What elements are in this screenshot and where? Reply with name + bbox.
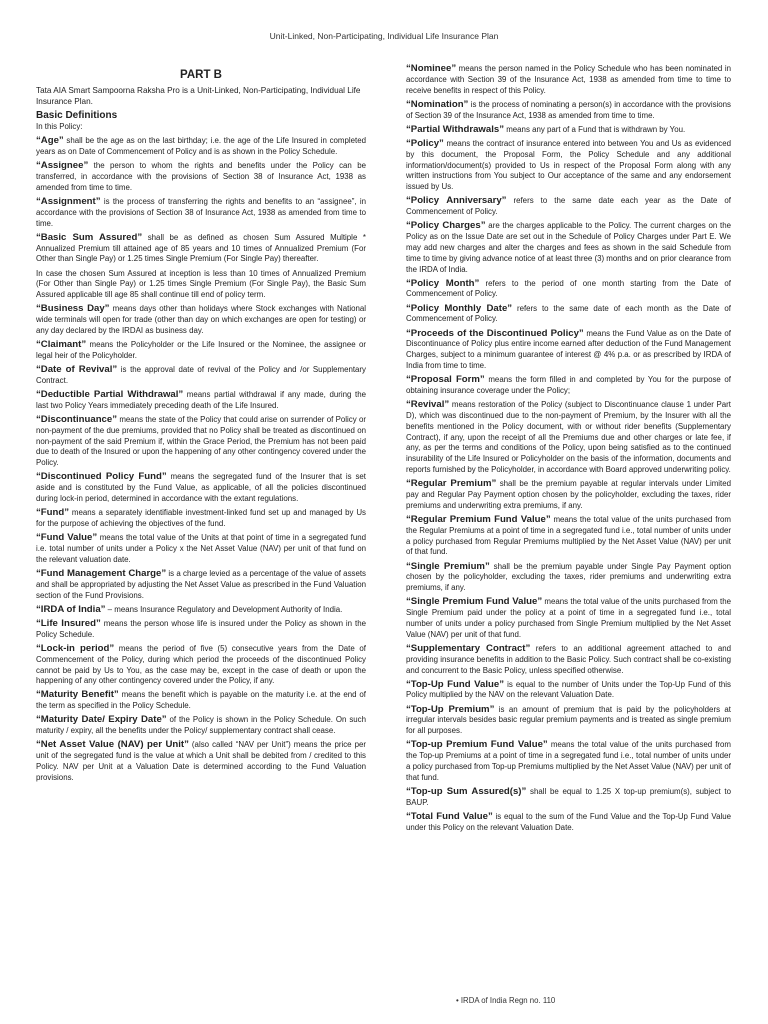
definition-item bbox=[406, 680, 731, 702]
definition-item bbox=[406, 479, 731, 511]
definition-term: “Nominee” bbox=[406, 63, 457, 74]
definition-term: “Total Fund Value” bbox=[406, 811, 493, 823]
definition-term: “Partial Withdrawals” bbox=[406, 123, 505, 135]
definition-item bbox=[406, 787, 731, 809]
definition-text: refers to the same date each year as the Date of Commencement of Policy. bbox=[406, 196, 732, 217]
definition-text: – means Insurance Regulatory and Development Authority of India. bbox=[105, 604, 343, 614]
definition-text: is equal to the sum of the Fund Value and the Top-Up Fund Value under this Policy on the relevant Valuation Date. bbox=[406, 812, 732, 832]
definition-term: “Maturity Date/ Expiry Date” bbox=[36, 714, 167, 726]
definition-term: “Policy Charges” bbox=[406, 220, 486, 232]
definition-text: means the total value of the units purchased from the Regular Premiums at a point of time in a segregated fund i.e., total number of units under a policy purchased from Regular Premiums multiplied by the Net Asset Value (NAV) per unit of that fund. bbox=[406, 514, 731, 557]
definition-term: “Discontinued Policy Fund” bbox=[36, 471, 167, 483]
definition-text: means the form filled in and completed by You for the purpose of obtaining insurance coverage under the Policy; bbox=[406, 375, 732, 396]
definition-term: “Supplementary Contract” bbox=[406, 642, 531, 654]
definition-item bbox=[406, 812, 731, 834]
intro-paragraph: Tata AIA Smart Sampoorna Raksha Pro is a Unit-Linked, Non-Participating, Individual Life Insurance Plan. bbox=[36, 86, 361, 106]
definition-item bbox=[406, 375, 731, 397]
definition-text: is the process of nominating a person(s) in accordance with the provisions of Section 39 of the Insurance Act, 1938 as amended from time to time. bbox=[406, 99, 731, 120]
definition-term: “Top-Up Premium” bbox=[406, 703, 495, 715]
definition-term: “Revival” bbox=[406, 399, 450, 411]
definition-term: “Nomination” bbox=[406, 98, 469, 110]
definition-term: “Proceeds of the Discontinued Policy” bbox=[406, 327, 584, 339]
part-title: PART B bbox=[180, 69, 222, 81]
definition-term: “Policy Month” bbox=[406, 277, 480, 289]
definition-text: refers to an additional agreement attached to and providing insurance benefits in addition to the Basic Policy. Such contract shall be co-existing and concurrent to the Basic Policy, unless specified otherwise. bbox=[406, 643, 731, 675]
definition-item bbox=[36, 390, 366, 412]
definition-term: “Basic Sum Assured” bbox=[36, 231, 143, 243]
definition-term: “Regular Premium Fund Value” bbox=[406, 513, 551, 525]
definition-text: is an amount of premium that is paid by the policyholders at irregular intervals besides basic regular premium payments and is treated as single premium for all purposes. bbox=[406, 704, 732, 736]
definition-term: “Policy Monthly Date” bbox=[406, 302, 513, 314]
definition-text: means a separately identifiable investment-linked fund set up and managed by Us for the purpose of achieving the objectives of the fund. bbox=[36, 508, 366, 528]
definition-text: shall be as defined as chosen Sum Assured Multiple * Annualized Premium till attained age of 85 years and 10 times of Annualized Premium (For Other than Single Pay) or 1.25 times Single Premium (For Single Pay) thereafter. bbox=[36, 232, 366, 264]
definition-term: “Fund Value” bbox=[36, 532, 98, 544]
definition-text: is a charge levied as a percentage of the value of assets and shall be appropriated by adjusting the Net Asset Value as prescribed in the Fund Valuation section of the Fund Provisions. bbox=[36, 568, 367, 600]
definition-item bbox=[406, 400, 731, 476]
definition-term: “Fund Management Charge” bbox=[36, 567, 167, 579]
definition-term: “Discontinuance” bbox=[36, 414, 118, 426]
definition-text: means restoration of the Policy (subject to Discontinuance clause 1 under Part D), which was discontinued due to the non-payment of Premium, by the Insurer with all the benefits mentioned in the Policy document, with or without rider benefits (Supplementary Contract), if any, upon the receipt of all the Premiums due and other charges or late fee, if any, as per the terms and conditions of the Policy, upon being satisfied as to the continued insurability of the Life Insured or Policyholder on the basis of the information, documents and reports furnished by the Policyholder, in accordance with Board approved underwriting policy. bbox=[406, 400, 731, 474]
page-header: Unit-Linked, Non-Participating, Individual Life Insurance Plan bbox=[269, 31, 499, 41]
definition-item bbox=[406, 740, 731, 783]
definition-item bbox=[406, 329, 731, 372]
definition-item bbox=[36, 690, 366, 712]
definition-item bbox=[406, 644, 731, 676]
definition-text: means any part of a Fund that is withdrawn by You. bbox=[504, 124, 686, 134]
definition-text: shall be equal to 1.25 X top-up premium(s), subject to BAUP. bbox=[406, 787, 731, 807]
definition-text: means the state of the Policy that could arise on surrender of Policy or non-payment of the due premiums, provided that no Policy shall be treated as discontinued on non-payment of the said Premium if, within the Grace Period, the Premium has not been paid due to death of the Insured or upon the happening of any other contingency covered under the Policy. bbox=[36, 415, 366, 468]
definition-text: (also called “NAV per Unit”) means the price per unit of the segregated fund is the value at which a Unit shall be debited from / credited to this Policy. NAV per Unit at a Valuation Date is determined according to the Fund Valuation provisions. bbox=[36, 740, 366, 782]
definition-text: is equal to the number of Units under the Top-Up Fund of this Policy multiplied by the NAV on the relevant Valuation Date. bbox=[406, 679, 731, 700]
definition-text: of the Policy is shown in the Policy Schedule. On such maturity / expiry, all the benefits under the Policy/ supplementary contract shall cease. bbox=[36, 715, 366, 736]
definition-term: “Single Premium Fund Value” bbox=[406, 596, 543, 608]
definition-item bbox=[406, 139, 731, 193]
definition-item bbox=[406, 221, 731, 275]
definition-item bbox=[36, 569, 366, 601]
definition-item bbox=[36, 715, 366, 737]
definition-term: “Proposal Form” bbox=[406, 374, 485, 386]
definition-item bbox=[406, 705, 731, 737]
definition-term: “Single Premium” bbox=[406, 560, 490, 572]
definition-term: “Regular Premium” bbox=[406, 478, 497, 490]
definition-text: means the period of five (5) consecutive years from the Date of Commencement of the Policy, during which period the proceeds of the discontinued Policy cannot be paid by Us to You, as the case may be, except in the case of death or upon the happening of any other contingency covered under the Policy, if any. bbox=[36, 643, 366, 686]
definition-item bbox=[36, 136, 366, 158]
definition-term: “Top-up Premium Fund Value” bbox=[406, 739, 548, 751]
definition-text: means the contract of insurance entered into between You and Us as evidenced by this document, the Proposal Form, the Policy Schedule and any additional information/document(s) provided to Us in respect of the Proposal Form along with any written instructions from You subject to Our acceptance of the same and any endorsement issued by Us. bbox=[406, 138, 731, 192]
definition-item bbox=[36, 197, 366, 229]
definition-item bbox=[406, 597, 731, 640]
definition-item bbox=[36, 619, 366, 641]
definition-item bbox=[36, 304, 366, 336]
definition-text: refers to the period of one month starting from the Date of Commencement of Policy. bbox=[406, 278, 731, 299]
definition-term: “Life Insured” bbox=[36, 617, 101, 629]
page-footer: • IRDA of India Regn no. 110 bbox=[456, 996, 556, 1005]
definition-item bbox=[36, 508, 366, 530]
definition-item bbox=[36, 472, 366, 504]
right-column bbox=[406, 64, 731, 837]
lead-text: In this Policy: bbox=[36, 122, 83, 131]
definition-text: the person to whom the rights and benefits under the Policy can be transferred, in accordance with the provisions of Section 38 of Insurance Act, 1938 as amended from time to time. bbox=[36, 161, 366, 192]
definition-term: “Deductible Partial Withdrawal” bbox=[36, 389, 184, 401]
definition-term: “Lock-in period” bbox=[36, 642, 115, 654]
definition-item bbox=[406, 304, 731, 326]
definition-text: means the total value of the units purchased from the Top-up Premiums at a point of time in a segregated fund i.e., total number of units under a policy purchased from Top-up Premiums multiplied by the Net Asset Value (NAV) per unit of that fund. bbox=[406, 740, 731, 782]
definition-term: “Date of Revival” bbox=[36, 364, 118, 376]
definition-text: shall be the premium payable at regular intervals under Limited pay and Regular Pay Payment option chosen by the policyholder, excluding the taxes, rider premiums and underwriting extra premiums, if any. bbox=[406, 479, 731, 510]
definition-item bbox=[406, 100, 731, 122]
definition-item bbox=[36, 161, 366, 193]
definition-term: “Top-up Sum Assured(s)” bbox=[406, 786, 527, 798]
definition-text: means the Fund Value as on the Date of Discontinuance of Policy plus entire income earned after deduction of the Fund Management Charges, subject to a minimum guarantee of interest @ 4% p.a. or as prescribed by IRDA of India from time to time. bbox=[406, 328, 731, 371]
definition-text: means partial withdrawal if any made, during the last two Policy Years immediately preceding death of the Life Insured. bbox=[36, 390, 366, 410]
definition-text: shall be the premium payable under Single Pay Payment option chosen by the policyholder, excluding the taxes, rider premiums and underwriting extra premiums, if any. bbox=[406, 561, 731, 593]
definition-term: “Policy” bbox=[406, 137, 444, 149]
definition-text: means the total value of the units purchased from the Single Premium paid under the policy at a point of time in a segregated fund i.e., total number of units under a policy purchased from Single Premium multiplied by the Net Asset Value (NAV) per unit of that fund. bbox=[406, 597, 731, 639]
left-definitions-list bbox=[36, 136, 366, 783]
definition-item bbox=[36, 605, 366, 616]
definition-text: are the charges applicable to the Policy. The current charges on the Policy as on the Issue Date are set out in the Schedule of Policy Charges under Part E. We may add new charges and alter the charges and fees as shown in the said Schedule from time to time by giving advance notice of at least three (3) months and on prior clearance from the IRDA of India. bbox=[406, 221, 731, 274]
definition-text: means the segregated fund of the Insurer that is set aside and is constituted by the Fund Value, as applicable, of all the policies discontinued during lock-in period, determined in accordance with the extant regulations. bbox=[36, 472, 366, 503]
definition-text: is the approval date of revival of the Policy and /or Supplementary Contract. bbox=[36, 365, 366, 385]
definition-text: means the person whose life is insured under the Policy as shown in the Policy Schedule. bbox=[36, 618, 366, 639]
definition-term: “Business Day” bbox=[36, 303, 110, 315]
definition-term: “Policy Anniversary” bbox=[406, 195, 507, 207]
definition-item bbox=[406, 562, 731, 594]
definition-item bbox=[36, 533, 366, 565]
definition-item bbox=[36, 340, 366, 362]
definition-item bbox=[406, 125, 731, 136]
definition-term: “Net Asset Value (NAV) per Unit” bbox=[36, 739, 189, 751]
section-heading: Basic Definitions bbox=[36, 110, 118, 121]
definition-text: is the process of transferring the rights and benefits to an “assignee”, in accordance with the provisions of Section 38 of Insurance Act, 1938 as amended from time to time. bbox=[36, 196, 366, 228]
definition-term: “Age” bbox=[36, 135, 64, 147]
definition-term: “Assignee” bbox=[36, 160, 89, 172]
definition-term: “Top-Up Fund Value” bbox=[406, 678, 505, 690]
definition-item bbox=[406, 64, 731, 96]
definition-term: “Fund” bbox=[36, 507, 70, 519]
left-column bbox=[36, 69, 366, 787]
definition-text: means the total value of the Units at that point of time in a segregated fund i.e. total number of units under a Policy x the Net Asset Value (NAV) per unit of that fund on the relevant valuation date. bbox=[36, 533, 366, 564]
definition-item bbox=[406, 196, 731, 218]
definition-text: means days other than holidays where Stock exchanges with National wide terminals will open for trade (other than day on which exchanges are open for testing) or any day declared by the IRDAI as business day. bbox=[36, 304, 366, 335]
definition-text: means the person named in the Policy Schedule who has been nominated in accordance with Section 39 of the Insurance Act, 1938 as amended from time to time to receive benefits in respect of this Policy. bbox=[406, 64, 731, 95]
definition-item bbox=[36, 269, 366, 301]
definition-text: means the Policyholder or the Life Insured or the Nominee, the assignee or legal heir of the Policyholder. bbox=[36, 340, 366, 360]
right-definitions-list bbox=[406, 64, 731, 834]
definition-text: shall be the age as on the last birthday; i.e. the age of the Life Insured in completed years as on Date of Commencement of Policy and is as shown in the Policy Schedule. bbox=[36, 136, 366, 156]
definition-text: refers to the same date of each month as the Date of Commencement of Policy. bbox=[406, 303, 731, 324]
definition-term: “IRDA of India” bbox=[36, 603, 106, 615]
definition-text: In case the chosen Sum Assured at inception is less than 10 times of Annualized Premium (For Other than Single Pay) or 1.25 times Single Premium (For Single Pay), the Basic Sum Assured applicable till age 85 shall continue till end of policy term. bbox=[36, 268, 366, 300]
definition-term: “Assignment” bbox=[36, 195, 101, 207]
definition-item bbox=[406, 279, 731, 301]
definition-item bbox=[36, 740, 366, 783]
definition-item bbox=[36, 365, 366, 387]
definition-term: “Claimant” bbox=[36, 339, 87, 351]
definition-item bbox=[406, 515, 731, 558]
definition-term: “Maturity Benefit” bbox=[36, 689, 119, 701]
definition-item bbox=[36, 233, 366, 265]
definition-item bbox=[36, 644, 366, 687]
definition-item bbox=[36, 415, 366, 469]
definition-text: means the benefit which is payable on the maturity i.e. at the end of the term as specified in the Policy Schedule. bbox=[36, 690, 366, 711]
